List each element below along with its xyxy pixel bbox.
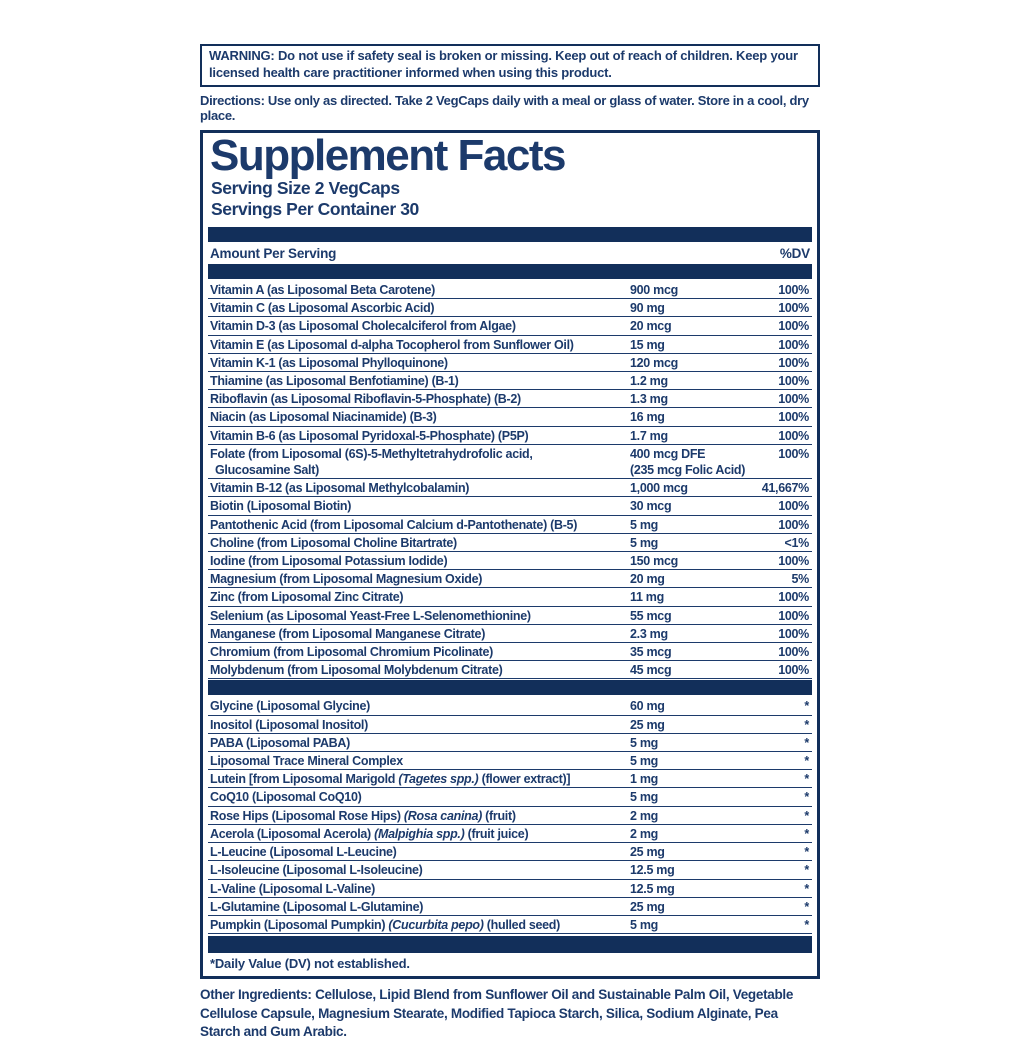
nutrient-name: Vitamin E (as Liposomal d-alpha Tocopherol from Sunflower Oil) — [210, 337, 574, 352]
other-ingredients-text: Cellulose, Lipid Blend from Sunflower Oil and Sustainable Palm Oil, Vegetable Cellulose Capsule, Magnesium Stearate, Modified Tapioca Starch, Silica, Sodium Alginate, Pea Starch and Gum Arabic. — [200, 987, 794, 1040]
dv-header: %DV — [779, 246, 810, 261]
nutrient-name: Lutein [from Liposomal Marigold (Tagetes spp.) (flower extract)] — [210, 772, 571, 787]
nutrient-name: Pantothenic Acid (from Liposomal Calcium d-Pantothenate) (B-5) — [210, 517, 578, 532]
table-row — [208, 880, 812, 898]
nutrient-amount: 1 mg — [630, 772, 658, 787]
table-row — [208, 843, 812, 861]
nutrient-dv: 100% — [778, 499, 809, 514]
nutrient-amount: 1,000 mcg — [630, 481, 688, 496]
nutrient-name: Choline (from Liposomal Choline Bitartrate) — [210, 535, 457, 550]
vitamins-minerals-table — [208, 281, 812, 679]
nutrient-amount: 1.7 mg — [630, 428, 668, 443]
nutrient-name: Rose Hips (Liposomal Rose Hips) (Rosa canina) (fruit) — [210, 808, 516, 823]
nutrient-name: Zinc (from Liposomal Zinc Citrate) — [210, 590, 404, 605]
nutrient-amount: 2 mg — [630, 808, 658, 823]
table-row — [208, 861, 812, 879]
nutrient-amount: 400 mcg DFE (235 mcg Folic Acid) — [630, 446, 746, 478]
directions-text: Use only as directed. Take 2 VegCaps daily with a meal or glass of water. Store in a cool, dry place. — [200, 93, 809, 123]
nutrient-amount: 45 mcg — [630, 663, 672, 678]
table-row — [208, 661, 812, 679]
nutrient-dv: 100% — [778, 392, 809, 407]
nutrient-dv: * — [804, 735, 809, 750]
nutrient-dv: * — [804, 717, 809, 732]
table-row — [208, 825, 812, 843]
nutrient-dv: * — [804, 826, 809, 841]
nutrient-amount: 25 mg — [630, 845, 665, 860]
table-row — [208, 479, 812, 497]
nutrient-name: CoQ10 (Liposomal CoQ10) — [210, 790, 362, 805]
table-row — [208, 552, 812, 570]
nutrient-name: Glycine (Liposomal Glycine) — [210, 699, 370, 714]
nutrient-dv: 100% — [778, 374, 809, 389]
nutrient-name: Vitamin C (as Liposomal Ascorbic Acid) — [210, 301, 435, 316]
nutrient-dv: 100% — [778, 663, 809, 678]
nutrient-name: L-Glutamine (Liposomal L-Glutamine) — [210, 899, 424, 914]
table-row — [208, 408, 812, 426]
other-nutrients-table — [208, 697, 812, 934]
nutrient-dv: * — [804, 790, 809, 805]
nutrient-amount: 2 mg — [630, 826, 658, 841]
nutrient-amount: 16 mg — [630, 410, 665, 425]
nutrient-dv: 100% — [778, 446, 809, 461]
other-ingredients — [200, 986, 820, 1042]
nutrient-amount: 11 mg — [630, 590, 664, 605]
nutrient-amount: 2.3 mg — [630, 626, 668, 641]
nutrient-amount: 900 mcg — [630, 283, 678, 297]
warning-box — [200, 44, 820, 87]
nutrient-dv: 100% — [778, 319, 809, 334]
table-row — [208, 354, 812, 372]
supplement-facts-title: Supplement Facts — [210, 131, 565, 180]
nutrient-name: Inositol (Liposomal Inositol) — [210, 717, 368, 732]
directions-label: Directions: — [200, 93, 265, 108]
nutrient-name: Liposomal Trace Mineral Complex — [210, 754, 403, 769]
nutrient-dv: 100% — [778, 301, 809, 316]
nutrient-amount: 90 mg — [630, 301, 665, 316]
nutrient-dv: <1% — [784, 535, 809, 550]
nutrient-name: L-Isoleucine (Liposomal L-Isoleucine) — [210, 863, 423, 878]
nutrient-amount: 5 mg — [630, 735, 658, 750]
nutrient-dv: 100% — [778, 608, 809, 623]
table-row — [208, 390, 812, 408]
nutrient-amount: 5 mg — [630, 754, 658, 769]
nutrient-amount: 20 mg — [630, 572, 665, 587]
nutrient-dv: 100% — [778, 554, 809, 569]
table-row — [208, 336, 812, 354]
nutrient-name: Vitamin A (as Liposomal Beta Carotene) — [210, 283, 435, 297]
nutrient-amount: 20 mcg — [630, 319, 672, 334]
table-row — [208, 516, 812, 534]
nutrient-dv: 100% — [778, 590, 809, 605]
nutrient-name: Pumpkin (Liposomal Pumpkin) (Cucurbita pepo) (hulled seed) — [210, 917, 560, 932]
separator-bar — [208, 936, 812, 953]
nutrient-dv: * — [804, 845, 809, 860]
table-row — [208, 898, 812, 916]
nutrient-dv: 100% — [778, 337, 809, 352]
table-row — [208, 697, 812, 715]
nutrient-name: Magnesium (from Liposomal Magnesium Oxide) — [210, 572, 483, 587]
nutrient-name: Vitamin D-3 (as Liposomal Cholecalciferol from Algae) — [210, 319, 516, 334]
nutrient-amount: 25 mg — [630, 899, 665, 914]
nutrient-dv: 100% — [778, 283, 809, 297]
nutrient-dv: 100% — [778, 428, 809, 443]
table-row — [208, 770, 812, 788]
nutrient-amount: 55 mcg — [630, 608, 672, 623]
supplement-facts-panel — [200, 130, 820, 979]
column-header-row — [208, 242, 812, 264]
nutrient-dv: * — [804, 899, 809, 914]
nutrient-name: L-Valine (Liposomal L-Valine) — [210, 881, 375, 896]
nutrient-dv: 100% — [778, 645, 809, 660]
separator-bar — [208, 227, 812, 242]
nutrient-dv: * — [804, 808, 809, 823]
nutrient-amount: 5 mg — [630, 790, 658, 805]
warning-text: Do not use if safety seal is broken or missing. Keep out of reach of children. Keep your licensed health care practitioner informed when using this product. — [209, 48, 798, 80]
nutrient-amount: 150 mcg — [630, 554, 678, 569]
nutrient-dv: 100% — [778, 626, 809, 641]
nutrient-amount: 12.5 mg — [630, 881, 675, 896]
nutrient-amount: 12.5 mg — [630, 863, 675, 878]
serving-size: Serving Size 2 VegCaps — [211, 178, 400, 198]
supplement-label — [200, 44, 820, 1042]
daily-value-footnote: *Daily Value (DV) not established. — [210, 956, 410, 972]
nutrient-amount: 25 mg — [630, 717, 665, 732]
nutrient-dv: 100% — [778, 517, 809, 532]
nutrient-amount: 1.3 mg — [630, 392, 668, 407]
warning-label: WARNING: — [209, 48, 275, 63]
table-row — [208, 716, 812, 734]
table-row — [208, 916, 812, 934]
table-row — [208, 497, 812, 515]
nutrient-dv: * — [804, 772, 809, 787]
separator-bar — [208, 680, 812, 695]
nutrient-name: Niacin (as Liposomal Niacinamide) (B-3) — [210, 410, 437, 425]
table-row — [208, 317, 812, 335]
table-row — [208, 445, 812, 479]
nutrient-dv: * — [804, 699, 809, 714]
nutrient-amount: 30 mcg — [630, 499, 672, 514]
servings-per-container: Servings Per Container 30 — [211, 199, 419, 219]
table-row — [208, 625, 812, 643]
nutrient-amount: 35 mcg — [630, 645, 672, 660]
nutrient-dv: 100% — [778, 355, 809, 370]
nutrient-name: Chromium (from Liposomal Chromium Picolinate) — [210, 645, 494, 660]
nutrient-dv: * — [804, 917, 809, 932]
table-row — [208, 807, 812, 825]
amount-per-serving-header: Amount Per Serving — [210, 246, 337, 261]
nutrient-name: Vitamin B-12 (as Liposomal Methylcobalamin) — [210, 481, 470, 496]
nutrient-amount: 60 mg — [630, 699, 665, 714]
nutrient-name: Acerola (Liposomal Acerola) (Malpighia spp.) (fruit juice) — [210, 826, 529, 841]
table-row — [208, 588, 812, 606]
nutrient-dv: * — [804, 754, 809, 769]
nutrient-amount: 120 mcg — [630, 355, 678, 370]
table-row — [208, 643, 812, 661]
table-row — [208, 281, 812, 299]
nutrient-amount: 15 mg — [630, 337, 665, 352]
nutrient-dv: 100% — [778, 410, 809, 425]
nutrient-name: PABA (Liposomal PABA) — [210, 735, 350, 750]
nutrient-name: Riboflavin (as Liposomal Riboflavin-5-Phosphate) (B-2) — [210, 392, 521, 407]
nutrient-dv: 41,667% — [761, 481, 809, 496]
table-row — [208, 534, 812, 552]
nutrient-name: Vitamin B-6 (as Liposomal Pyridoxal-5-Phosphate) (P5P) — [210, 428, 529, 443]
nutrient-name: Biotin (Liposomal Biotin) — [210, 499, 352, 514]
nutrient-name: Iodine (from Liposomal Potassium Iodide) — [210, 554, 448, 569]
table-row — [208, 570, 812, 588]
table-row — [208, 607, 812, 625]
table-row — [208, 734, 812, 752]
nutrient-amount: 5 mg — [630, 535, 658, 550]
table-row — [208, 299, 812, 317]
nutrient-dv: 5% — [791, 572, 809, 587]
nutrient-name: L-Leucine (Liposomal L-Leucine) — [210, 845, 397, 860]
table-row — [208, 427, 812, 445]
nutrient-name: Manganese (from Liposomal Manganese Citrate) — [210, 626, 486, 641]
nutrient-name: Folate (from Liposomal (6S)-5-Methyltetrahydrofolic acid, Glucosamine Salt) — [210, 446, 533, 478]
nutrient-name: Thiamine (as Liposomal Benfotiamine) (B-1) — [210, 374, 459, 389]
table-row — [208, 788, 812, 806]
table-row — [208, 752, 812, 770]
nutrient-name: Molybdenum (from Liposomal Molybdenum Citrate) — [210, 663, 503, 678]
nutrient-dv: * — [804, 863, 809, 878]
directions — [200, 93, 820, 123]
separator-bar — [208, 264, 812, 279]
nutrient-amount: 5 mg — [630, 517, 658, 532]
other-ingredients-label: Other Ingredients: — [200, 987, 312, 1003]
nutrient-name: Selenium (as Liposomal Yeast-Free L-Selenomethionine) — [210, 608, 531, 623]
nutrient-name: Vitamin K-1 (as Liposomal Phylloquinone) — [210, 355, 448, 370]
table-row — [208, 372, 812, 390]
nutrient-amount: 5 mg — [630, 917, 658, 932]
nutrient-dv: * — [804, 881, 809, 896]
nutrient-amount: 1.2 mg — [630, 374, 668, 389]
